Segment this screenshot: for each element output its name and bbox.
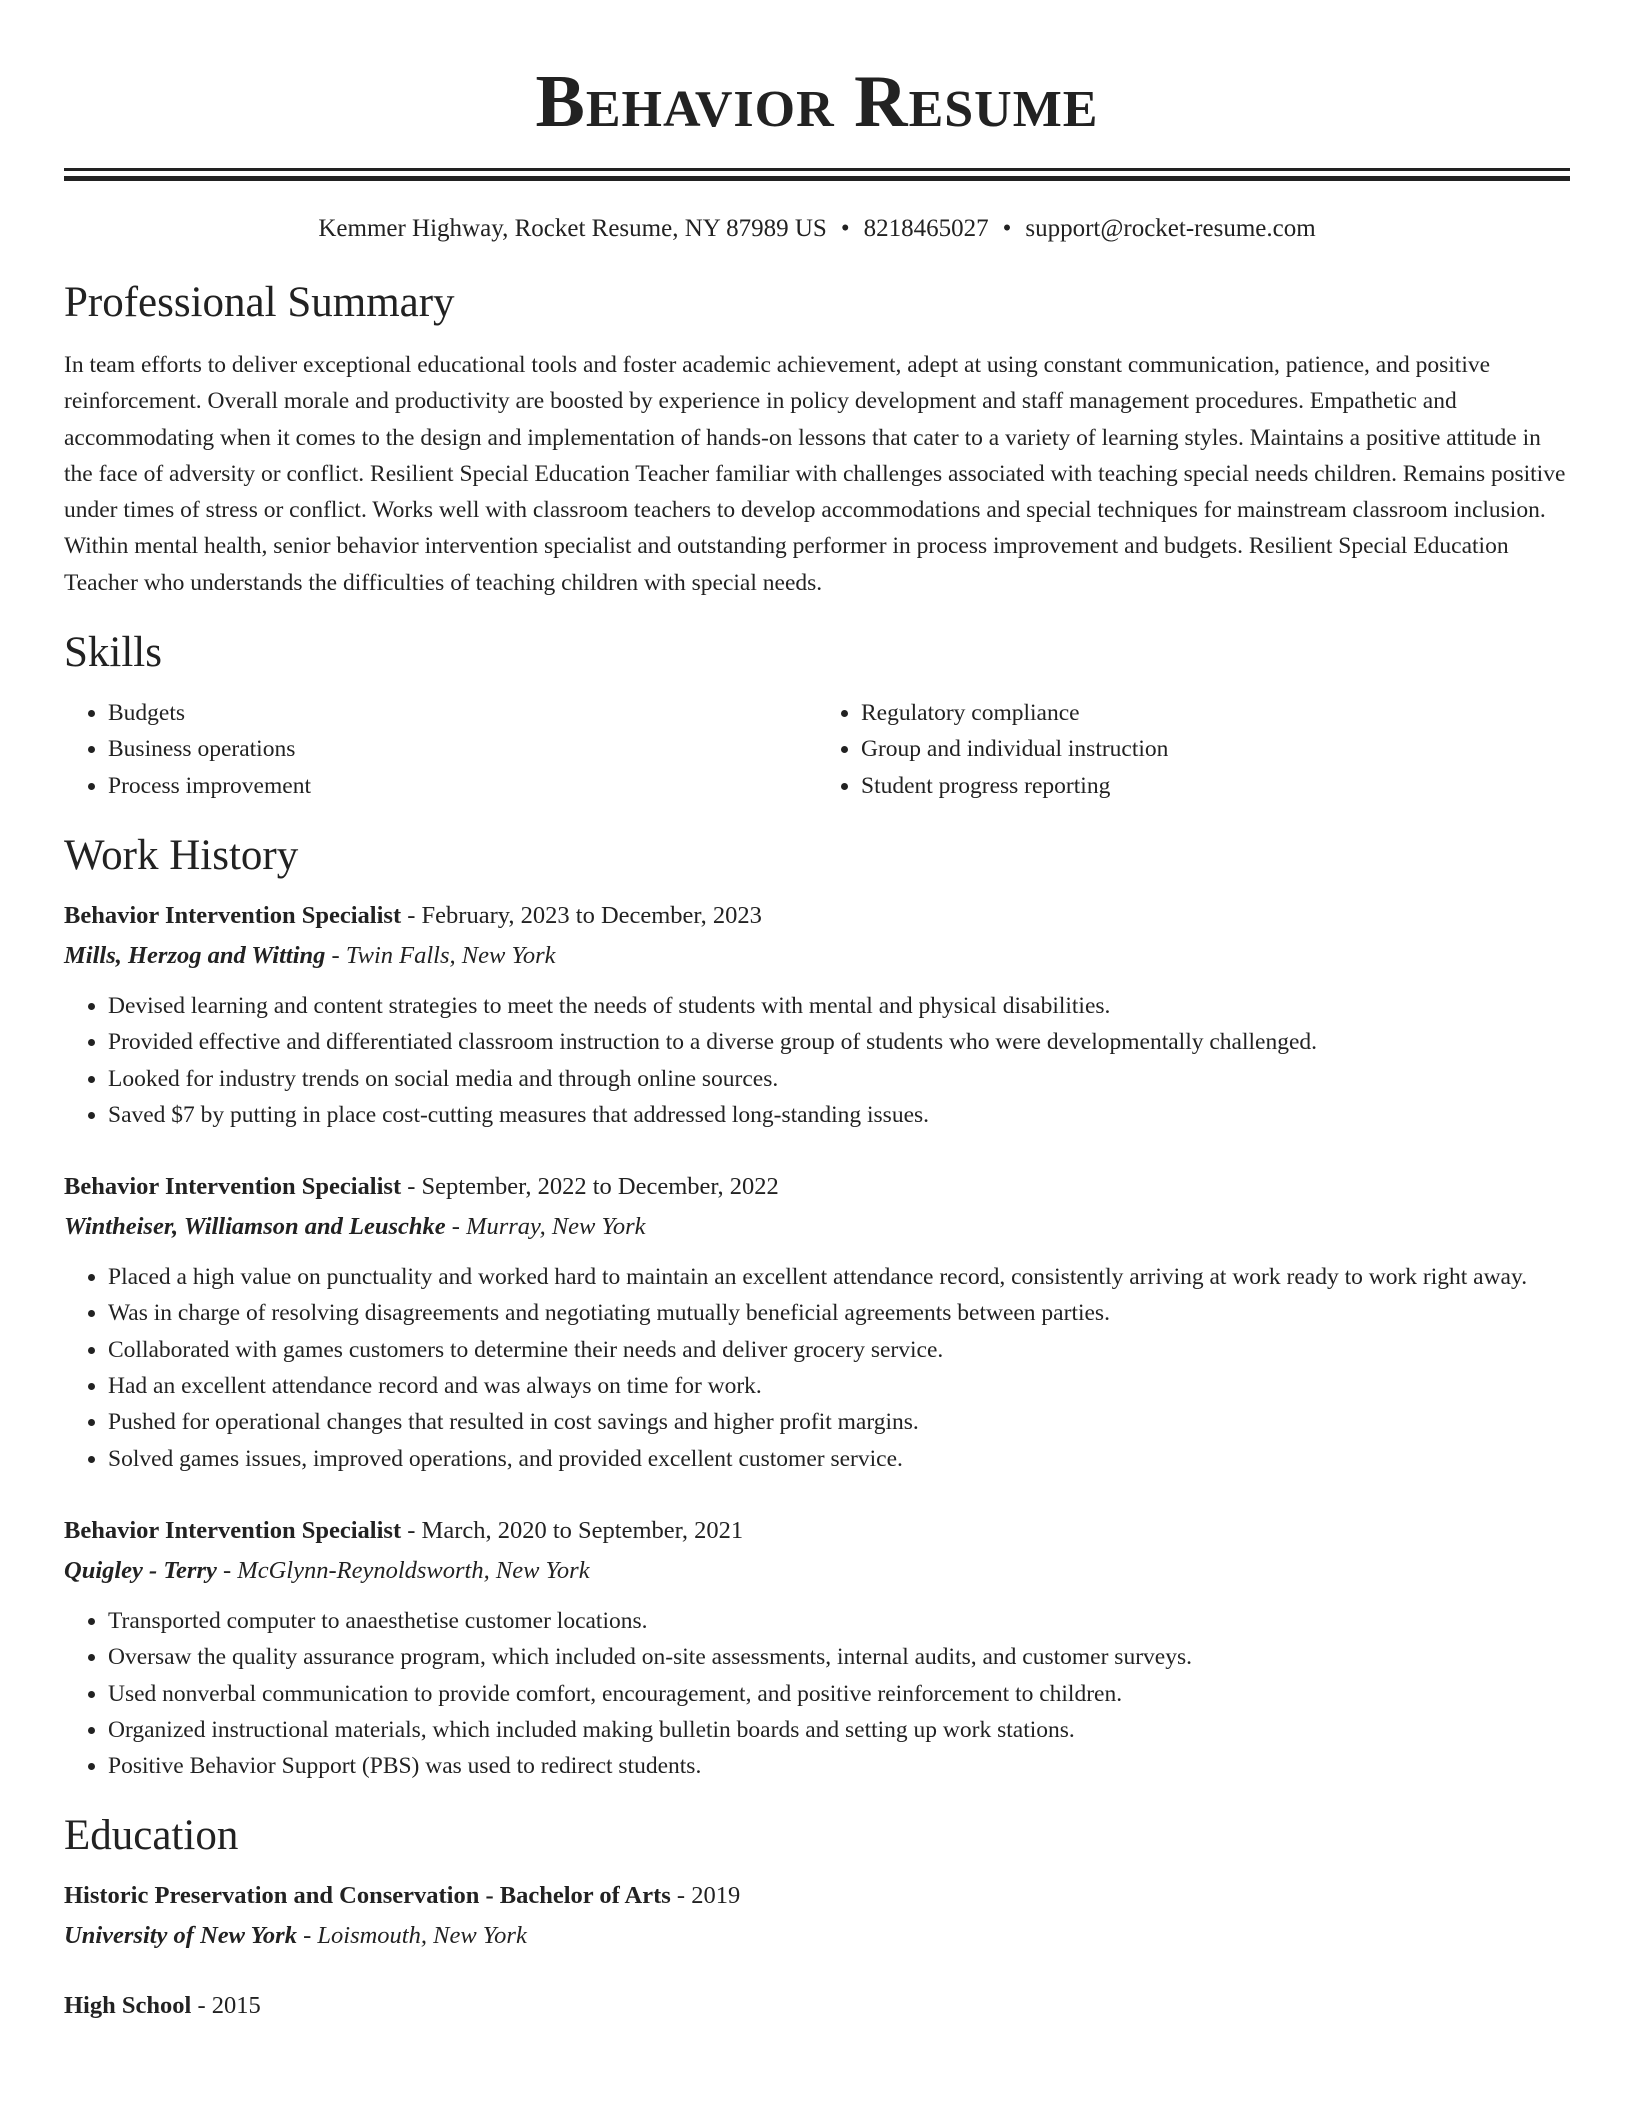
job-bullet: • Saved $7 by putting in place cost-cutting measures that addressed long-standing issues. bbox=[108, 1097, 1570, 1133]
job-title: Behavior Intervention Specialist bbox=[64, 1173, 402, 1201]
job-bullet: • Oversaw the quality assurance program, which included on-site assessments, internal audits, and customer surveys. bbox=[108, 1639, 1570, 1675]
dash: - bbox=[445, 1213, 467, 1241]
resume-page bbox=[64, 0, 1570, 2026]
job-bullet: • Used nonverbal communication to provide comfort, encouragement, and positive reinforcement to children. bbox=[108, 1676, 1570, 1712]
contact-phone: 8218465027 bbox=[863, 215, 989, 242]
skills-column-left bbox=[64, 695, 817, 804]
job-title-line bbox=[64, 1167, 1570, 1207]
dash: - bbox=[191, 1992, 212, 2020]
summary-heading: Professional Summary bbox=[64, 279, 455, 326]
skill-item: • Regulatory compliance bbox=[861, 695, 1570, 731]
skill-item: • Process improvement bbox=[108, 768, 817, 804]
job-bullet: • Placed a high value on punctuality and worked hard to maintain an excellent attendance record, consistently arriving at work ready to work right away. bbox=[108, 1259, 1570, 1295]
company-line bbox=[64, 1207, 1570, 1247]
dash: - bbox=[670, 1882, 692, 1910]
job-bullet: • Provided effective and differentiated classroom instruction to a diverse group of students who were developmentally challenged. bbox=[108, 1024, 1570, 1060]
job-bullet: • Solved games issues, improved operations, and provided excellent customer service. bbox=[108, 1441, 1570, 1477]
company-name: Wintheiser, Williamson and Leuschke bbox=[64, 1213, 446, 1241]
company-location: Murray, New York bbox=[466, 1213, 646, 1241]
job-entry bbox=[64, 896, 1570, 1133]
job-bullets bbox=[64, 1603, 1570, 1784]
school-name: University of New York bbox=[64, 1922, 297, 1950]
school-line bbox=[64, 1916, 1570, 1956]
company-location: McGlynn-Reynoldsworth, New York bbox=[237, 1556, 590, 1584]
job-bullet: • Was in charge of resolving disagreements and negotiating mutually beneficial agreements between parties. bbox=[108, 1295, 1570, 1331]
job-bullet: • Devised learning and content strategies to meet the needs of students with mental and physical disabilities. bbox=[108, 988, 1570, 1024]
job-bullet: • Looked for industry trends on social media and through online sources. bbox=[108, 1061, 1570, 1097]
bullet-separator: • bbox=[1002, 215, 1012, 242]
company-line bbox=[64, 1551, 1570, 1591]
contact-email[interactable]: support@rocket-resume.com bbox=[1025, 215, 1316, 242]
job-title-line bbox=[64, 896, 1570, 936]
job-entry bbox=[64, 1167, 1570, 1477]
graduation-year: 2015 bbox=[211, 1992, 261, 2020]
dash: - bbox=[216, 1556, 238, 1584]
dash: - bbox=[401, 901, 422, 929]
contact-line bbox=[64, 213, 1570, 245]
school-location: Loismouth, New York bbox=[317, 1922, 527, 1950]
work-history-section bbox=[64, 830, 1570, 1784]
job-bullet: • Collaborated with games customers to determine their needs and deliver grocery service. bbox=[108, 1332, 1570, 1368]
job-bullet: • Pushed for operational changes that resulted in cost savings and higher profit margins. bbox=[108, 1404, 1570, 1440]
company-line bbox=[64, 936, 1570, 976]
job-title: Behavior Intervention Specialist bbox=[64, 1516, 402, 1544]
job-bullets bbox=[64, 1259, 1570, 1477]
job-bullet: • Organized instructional materials, which included making bulletin boards and setting up work stations. bbox=[108, 1712, 1570, 1748]
education-entry bbox=[64, 1986, 1570, 2026]
job-dates: February, 2023 to December, 2023 bbox=[421, 901, 762, 929]
skill-item: • Group and individual instruction bbox=[861, 731, 1570, 767]
graduation-year: 2019 bbox=[691, 1882, 741, 1910]
skill-item: • Budgets bbox=[108, 695, 817, 731]
degree: Historic Preservation and Conservation - Bachelor of Arts bbox=[64, 1882, 671, 1910]
education-heading: Education bbox=[64, 1812, 239, 1860]
job-dates: September, 2022 to December, 2022 bbox=[421, 1173, 779, 1201]
education-section bbox=[64, 1810, 1570, 2026]
skill-item: • Student progress reporting bbox=[861, 768, 1570, 804]
degree-line bbox=[64, 1876, 1570, 1916]
dash: - bbox=[296, 1922, 318, 1950]
skills-columns bbox=[64, 695, 1570, 804]
job-bullet: • Positive Behavior Support (PBS) was used to redirect students. bbox=[108, 1748, 1570, 1784]
company-name: Mills, Herzog and Witting bbox=[64, 941, 326, 969]
title-divider bbox=[64, 168, 1570, 181]
skill-item: • Business operations bbox=[108, 731, 817, 767]
degree-line bbox=[64, 1986, 1570, 2026]
contact-address: Kemmer Highway, Rocket Resume, NY 87989 US bbox=[318, 215, 827, 242]
dash: - bbox=[325, 941, 346, 969]
summary-text: In team efforts to deliver exceptional educational tools and foster academic achievement, adept at using constant communication, patience, and positive reinforcement. Overall morale and productivity are boosted by experience in policy development and staff management procedures. Empathetic and accommodating when it comes to the design and implementation of hands-on lessons that cater to a variety of learning styles. Maintains a positive attitude in the face of adversity or conflict. Resilient Special Education Teacher familiar with challenges associated with teaching special needs children. Remains positive under times of stress or conflict. Works well with classroom teachers to develop accommodations and special techniques for mainstream classroom inclusion. Within mental health, senior behavior intervention specialist and outstanding performer in process improvement and budgets. Resilient Special Education Teacher who understands the difficulties of teaching children with special needs. bbox=[64, 352, 1566, 596]
job-title-line bbox=[64, 1511, 1570, 1551]
dash: - bbox=[401, 1516, 422, 1544]
bullet-separator: • bbox=[840, 215, 850, 242]
job-bullet: • Transported computer to anaesthetise customer locations. bbox=[108, 1603, 1570, 1639]
work-history-heading: Work History bbox=[64, 831, 299, 879]
summary-section bbox=[64, 277, 1570, 601]
divider-thin-line bbox=[64, 168, 1570, 171]
job-entry bbox=[64, 1511, 1570, 1784]
skills-column-right bbox=[817, 695, 1570, 804]
skills-heading: Skills bbox=[64, 629, 162, 677]
divider-thick-line bbox=[64, 176, 1570, 181]
skills-section bbox=[64, 627, 1570, 804]
company-location: Twin Falls, New York bbox=[345, 941, 556, 969]
company-name: Quigley - Terry bbox=[64, 1556, 217, 1584]
job-bullet: • Had an excellent attendance record and was always on time for work. bbox=[108, 1368, 1570, 1404]
job-bullets bbox=[64, 988, 1570, 1133]
education-entry bbox=[64, 1876, 1570, 1956]
resume-title: Behavior Resume bbox=[535, 61, 1099, 143]
job-dates: March, 2020 to September, 2021 bbox=[421, 1516, 744, 1544]
dash: - bbox=[401, 1173, 422, 1201]
degree: High School bbox=[64, 1992, 192, 2020]
job-title: Behavior Intervention Specialist bbox=[64, 901, 402, 929]
